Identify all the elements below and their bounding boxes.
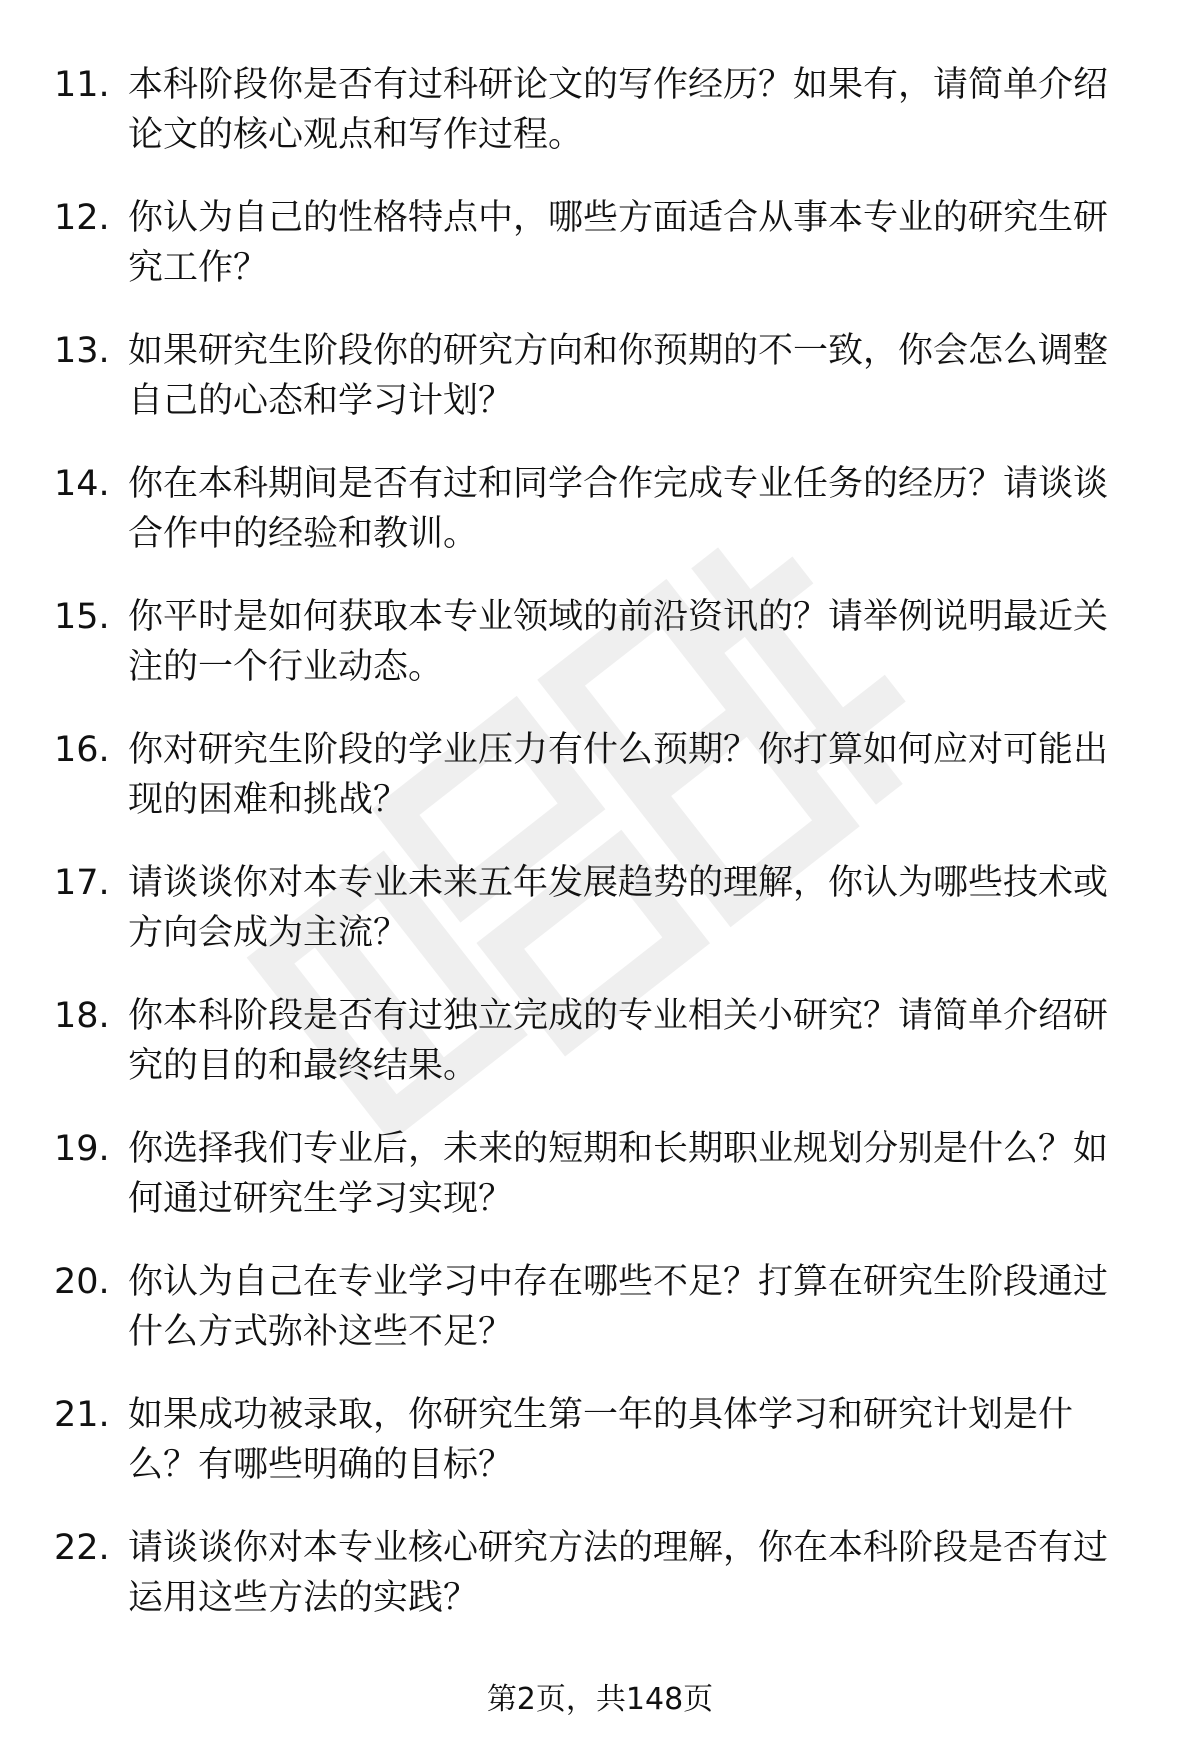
question-text: 你在本科期间是否有过和同学合作完成专业任务的经历？请谈谈合作中的经验和教训。 <box>128 464 1109 554</box>
question-number: 18. <box>54 996 110 1036</box>
question-number: 13. <box>54 331 110 371</box>
question-text: 如果成功被录取，你研究生第一年的具体学习和研究计划是什么？有哪些明确的目标？ <box>128 1395 1074 1485</box>
question-item <box>0 1124 1200 1257</box>
question-number: 11. <box>54 65 110 105</box>
question-text: 如果研究生阶段你的研究方向和你预期的不一致，你会怎么调整自己的心态和学习计划？ <box>128 331 1109 421</box>
question-text: 你选择我们专业后，未来的短期和长期职业规划分别是什么？如何通过研究生学习实现？ <box>128 1129 1109 1219</box>
question-item <box>0 1257 1200 1390</box>
question-item <box>0 193 1200 326</box>
question-item <box>0 60 1200 193</box>
question-list <box>0 60 1200 1656</box>
question-item <box>0 459 1200 592</box>
question-item <box>0 1523 1200 1656</box>
question-number: 16. <box>54 730 110 770</box>
question-item <box>0 326 1200 459</box>
question-item <box>0 858 1200 991</box>
question-text: 你本科阶段是否有过独立完成的专业相关小研究？请简单介绍研究的目的和最终结果。 <box>128 996 1109 1086</box>
question-number: 21. <box>54 1395 110 1435</box>
question-number: 15. <box>54 597 110 637</box>
question-text: 请谈谈你对本专业核心研究方法的理解，你在本科阶段是否有过运用这些方法的实践？ <box>128 1528 1109 1618</box>
question-number: 19. <box>54 1129 110 1169</box>
question-number: 22. <box>54 1528 110 1568</box>
question-text: 请谈谈你对本专业未来五年发展趋势的理解，你认为哪些技术或方向会成为主流？ <box>128 863 1109 953</box>
question-number: 17. <box>54 863 110 903</box>
question-item <box>0 725 1200 858</box>
question-number: 12. <box>54 198 110 238</box>
question-text: 你认为自己在专业学习中存在哪些不足？打算在研究生阶段通过什么方式弥补这些不足？ <box>128 1262 1109 1352</box>
question-item <box>0 1390 1200 1523</box>
question-number: 20. <box>54 1262 110 1302</box>
question-number: 14. <box>54 464 110 504</box>
question-text: 你对研究生阶段的学业压力有什么预期？你打算如何应对可能出现的困难和挑战？ <box>128 730 1109 820</box>
question-item <box>0 991 1200 1124</box>
question-text: 你认为自己的性格特点中，哪些方面适合从事本专业的研究生研究工作？ <box>128 198 1109 288</box>
question-item <box>0 592 1200 725</box>
page-footer: 第2页，共148页 <box>486 1682 714 1717</box>
question-text: 本科阶段你是否有过科研论文的写作经历？如果有，请简单介绍论文的核心观点和写作过程。 <box>128 65 1109 155</box>
question-text: 你平时是如何获取本专业领域的前沿资讯的？请举例说明最近关注的一个行业动态。 <box>128 597 1109 687</box>
